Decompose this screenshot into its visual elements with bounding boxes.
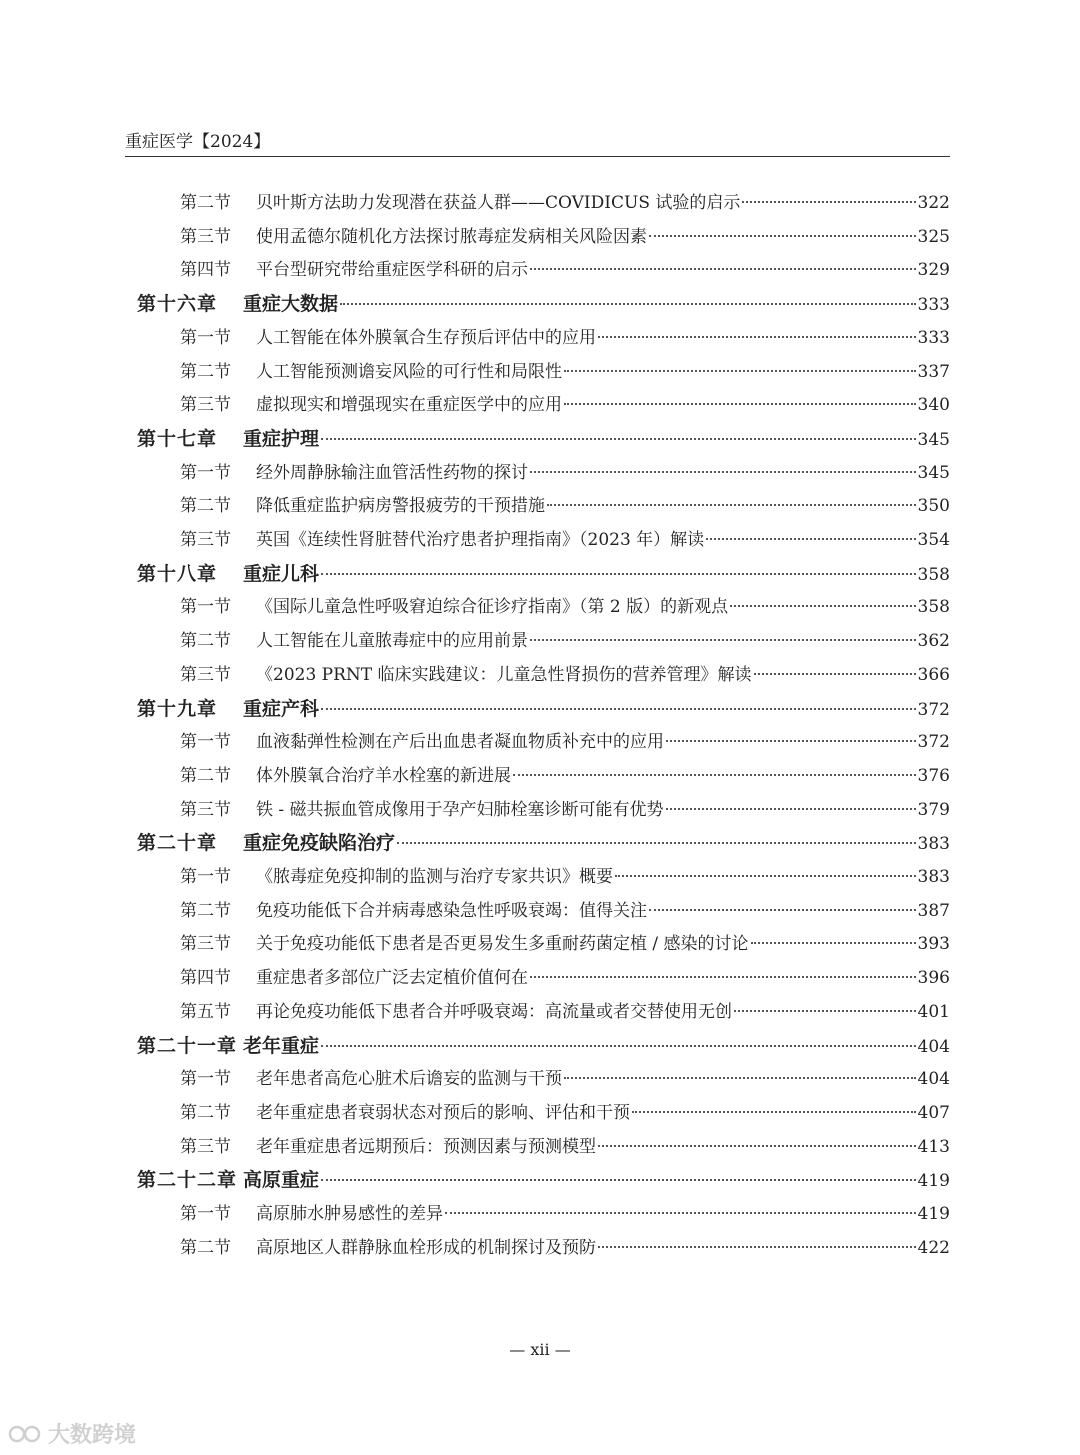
toc-title: 重症患者多部位广泛去定植价值何在 (256, 968, 528, 989)
toc-leader-dots (397, 841, 916, 844)
toc-chapter-row[interactable] (137, 559, 950, 586)
toc-leader-dots (530, 638, 916, 641)
toc-label: 第二十章 (137, 832, 218, 855)
toc-leader-dots (547, 503, 916, 506)
toc-title: 使用孟德尔随机化方法探讨脓毒症发病相关风险因素 (256, 226, 647, 247)
toc-title: 《2023 PRNT 临床实践建议：儿童急性肾损伤的营养管理》解读 (256, 664, 752, 685)
toc-title: 体外膜氧合治疗羊水栓塞的新进展 (256, 765, 511, 786)
toc-title: 铁 - 磁共振血管成像用于孕产妇肺栓塞诊断可能有优势 (256, 799, 664, 820)
toc-title: 人工智能在体外膜氧合生存预后评估中的应用 (256, 327, 596, 348)
toc-page-number: 358 (917, 564, 950, 585)
toc-label: 第一节 (180, 327, 231, 348)
watermark-text: 大数跨境 (48, 1423, 137, 1448)
toc-section-row[interactable] (180, 592, 950, 617)
toc-title: 关于免疫功能低下患者是否更易发生多重耐药菌定植 / 感染的讨论 (256, 934, 749, 955)
toc-title: 《国际儿童急性呼吸窘迫综合征诊疗指南》（第 2 版）的新观点 (256, 597, 729, 618)
toc-title: 降低重症监护病房警报疲劳的干预措施 (256, 496, 545, 517)
toc-section-row[interactable] (180, 660, 950, 685)
toc-title: 高原肺水肿易感性的差异 (256, 1204, 443, 1224)
toc-leader-dots (615, 874, 916, 877)
page-number: — xii — (509, 1340, 571, 1359)
toc-section-row[interactable] (180, 188, 950, 213)
toc-label: 第一节 (180, 732, 231, 753)
toc-page-number: 362 (917, 631, 950, 652)
toc-leader-dots (321, 572, 916, 575)
toc-leader-dots (530, 267, 916, 270)
toc-page-number: 387 (917, 900, 950, 921)
running-header (125, 128, 950, 157)
toc-label: 第三节 (180, 934, 231, 955)
toc-page-number: 396 (917, 968, 950, 989)
toc-leader-dots (321, 707, 916, 710)
toc-leader-dots (598, 1245, 916, 1248)
toc-label: 第十九章 (137, 697, 218, 720)
toc-page-number: 372 (917, 732, 950, 753)
toc-page-number: 372 (917, 699, 950, 720)
toc-label: 第二节 (180, 496, 231, 517)
toc-label: 第一节 (180, 1069, 231, 1090)
toc-page-number: 383 (917, 867, 950, 887)
toc-leader-dots (742, 200, 915, 203)
toc-leader-dots (564, 369, 916, 372)
toc-title: 平台型研究带给重症医学科研的启示 (256, 260, 528, 281)
toc-page-number: 354 (917, 530, 950, 550)
toc-page-number: 404 (917, 1036, 950, 1057)
toc-page-number: 419 (917, 1171, 950, 1192)
toc-label: 第二节 (180, 765, 231, 786)
toc-page-number: 333 (917, 327, 950, 348)
toc-title: 老年重症 (243, 1034, 320, 1057)
toc-chapter-row[interactable] (137, 289, 950, 316)
toc-label: 第二节 (180, 361, 231, 382)
toc-page-number: 401 (917, 1001, 950, 1022)
toc-page-number: 345 (917, 462, 950, 483)
toc-label: 第二节 (180, 1102, 231, 1123)
toc-label: 第二节 (180, 900, 231, 921)
toc-section-row[interactable] (180, 1233, 950, 1258)
toc-label: 第十六章 (137, 293, 218, 316)
toc-leader-dots (754, 672, 916, 675)
toc-chapter-row[interactable] (137, 1165, 950, 1192)
toc-page-number: 345 (917, 429, 950, 450)
toc-title: 免疫功能低下合并病毒感染急性呼吸衰竭：值得关注 (256, 900, 647, 921)
toc-page-number: 366 (917, 664, 950, 685)
toc-leader-dots (513, 773, 916, 776)
toc-label: 第二节 (180, 631, 231, 652)
toc-leader-dots (649, 234, 916, 237)
toc-title: 重症免疫缺陷治疗 (243, 832, 396, 855)
toc-section-row[interactable] (180, 997, 950, 1022)
toc-page-number: 333 (917, 295, 950, 316)
toc-page-number: 407 (917, 1102, 950, 1123)
toc-title: 贝叶斯方法助力发现潜在获益人群——COVIDICUS 试验的启示 (256, 193, 741, 213)
toc-section-row[interactable] (180, 1132, 950, 1157)
toc-leader-dots (598, 1144, 916, 1147)
toc-title: 人工智能在儿童脓毒症中的应用前景 (256, 631, 528, 652)
toc-page-number: 329 (917, 260, 950, 281)
toc-leader-dots (751, 941, 916, 944)
toc-section-row[interactable] (180, 1064, 950, 1089)
toc-label: 第一节 (180, 1204, 231, 1224)
toc-leader-dots (564, 402, 916, 405)
toc-page-number: 350 (917, 496, 950, 517)
toc-section-row[interactable] (180, 1098, 950, 1123)
toc-label: 第一节 (180, 462, 231, 483)
toc-section-row[interactable] (180, 896, 950, 921)
toc-section-row[interactable] (180, 963, 950, 988)
toc-section-row[interactable] (180, 458, 950, 483)
toc-section-row[interactable] (180, 491, 950, 516)
toc-leader-dots (730, 604, 915, 607)
toc-chapter-row[interactable] (137, 424, 950, 451)
toc-page-number: 358 (917, 597, 950, 618)
toc-label: 第二十一章 (137, 1034, 238, 1057)
toc-page-number: 337 (917, 361, 950, 382)
toc-title: 重症儿科 (243, 562, 320, 585)
toc-label: 第五节 (180, 1001, 231, 1022)
toc-title: 高原地区人群静脉血栓形成的机制探讨及预防 (256, 1237, 596, 1258)
toc-label: 第十七章 (137, 427, 218, 450)
toc-label: 第一节 (180, 867, 231, 887)
toc-section-row[interactable] (180, 357, 950, 382)
toc-page-number: 322 (917, 193, 950, 213)
toc-leader-dots (598, 335, 916, 338)
toc-title: 重症产科 (243, 697, 320, 720)
toc-label: 第二节 (180, 193, 231, 213)
toc-leader-dots (706, 537, 915, 540)
toc-title: 重症护理 (243, 427, 320, 450)
toc-section-row[interactable] (180, 255, 950, 280)
toc-section-row[interactable] (180, 323, 950, 348)
toc-section-row[interactable] (180, 727, 950, 752)
toc-page-number: 413 (917, 1136, 950, 1157)
toc-page-number: 379 (917, 799, 950, 820)
toc-chapter-row[interactable] (137, 828, 950, 855)
toc-page-number: 325 (917, 226, 950, 247)
toc-label: 第十八章 (137, 562, 218, 585)
toc-leader-dots (340, 302, 916, 305)
toc-label: 第三节 (180, 395, 231, 416)
toc-title: 老年重症患者衰弱状态对预后的影响、评估和干预 (256, 1102, 630, 1123)
toc-leader-dots (321, 437, 916, 440)
toc-leader-dots (734, 1009, 916, 1012)
toc-page-number: 419 (917, 1204, 950, 1224)
toc-title: 英国《连续性肾脏替代治疗患者护理指南》（2023 年）解读 (256, 530, 705, 550)
toc-label: 第一节 (180, 597, 231, 618)
toc-label: 第二十二章 (137, 1169, 238, 1192)
toc-title: 经外周静脉输注血管活性药物的探讨 (256, 462, 528, 483)
toc-section-row[interactable] (180, 795, 950, 820)
toc-section-row[interactable] (180, 761, 950, 786)
toc-label: 第四节 (180, 260, 231, 281)
toc-page-number: 393 (917, 934, 950, 955)
toc-label: 第三节 (180, 226, 231, 247)
toc-title: 老年重症患者远期预后：预测因素与预测模型 (256, 1136, 596, 1157)
watermark-logo-icon (8, 1422, 42, 1446)
toc-title: 再论免疫功能低下患者合并呼吸衰竭：高流量或者交替使用无创 (256, 1001, 732, 1022)
toc-label: 第三节 (180, 1136, 231, 1157)
watermark (8, 1418, 136, 1449)
toc-leader-dots (666, 739, 916, 742)
toc-page-number: 383 (917, 834, 950, 855)
toc-leader-dots (649, 908, 916, 911)
toc-leader-dots (632, 1110, 916, 1113)
toc-title: 《脓毒症免疫抑制的监测与治疗专家共识》概要 (256, 867, 613, 887)
toc-label: 第二节 (180, 1237, 231, 1258)
toc-label: 第四节 (180, 968, 231, 989)
toc-title: 血液黏弹性检测在产后出血患者凝血物质补充中的应用 (256, 732, 664, 753)
toc-leader-dots (321, 1044, 916, 1047)
book-title: 重症医学【2024】 (125, 132, 271, 152)
toc-title: 高原重症 (243, 1169, 320, 1192)
toc-leader-dots (321, 1178, 916, 1181)
toc-leader-dots (530, 470, 916, 473)
toc-label: 第三节 (180, 530, 231, 550)
toc-leader-dots (666, 807, 916, 810)
toc-title: 人工智能预测谵妄风险的可行性和局限性 (256, 361, 562, 382)
toc-page-number: 404 (917, 1069, 950, 1090)
toc-section-row[interactable] (180, 525, 950, 550)
toc-leader-dots (530, 975, 916, 978)
toc-page-number: 422 (917, 1237, 950, 1258)
toc-section-row[interactable] (180, 626, 950, 651)
toc-title: 虚拟现实和增强现实在重症医学中的应用 (256, 395, 562, 416)
toc-section-row[interactable] (180, 390, 950, 415)
toc-leader-dots (445, 1211, 916, 1214)
toc-chapter-row[interactable] (137, 694, 950, 721)
toc-title: 重症大数据 (243, 293, 339, 316)
toc-leader-dots (564, 1076, 916, 1079)
toc-label: 第三节 (180, 664, 231, 685)
toc-chapter-row[interactable] (137, 1031, 950, 1058)
toc-title: 老年患者高危心脏术后谵妄的监测与干预 (256, 1069, 562, 1090)
toc-section-row[interactable] (180, 929, 950, 954)
toc-section-row[interactable] (180, 862, 950, 887)
toc-page-number: 340 (917, 395, 950, 416)
toc-section-row[interactable] (180, 1199, 950, 1224)
toc-page-number: 376 (917, 765, 950, 786)
toc-label: 第三节 (180, 799, 231, 820)
toc-section-row[interactable] (180, 222, 950, 247)
